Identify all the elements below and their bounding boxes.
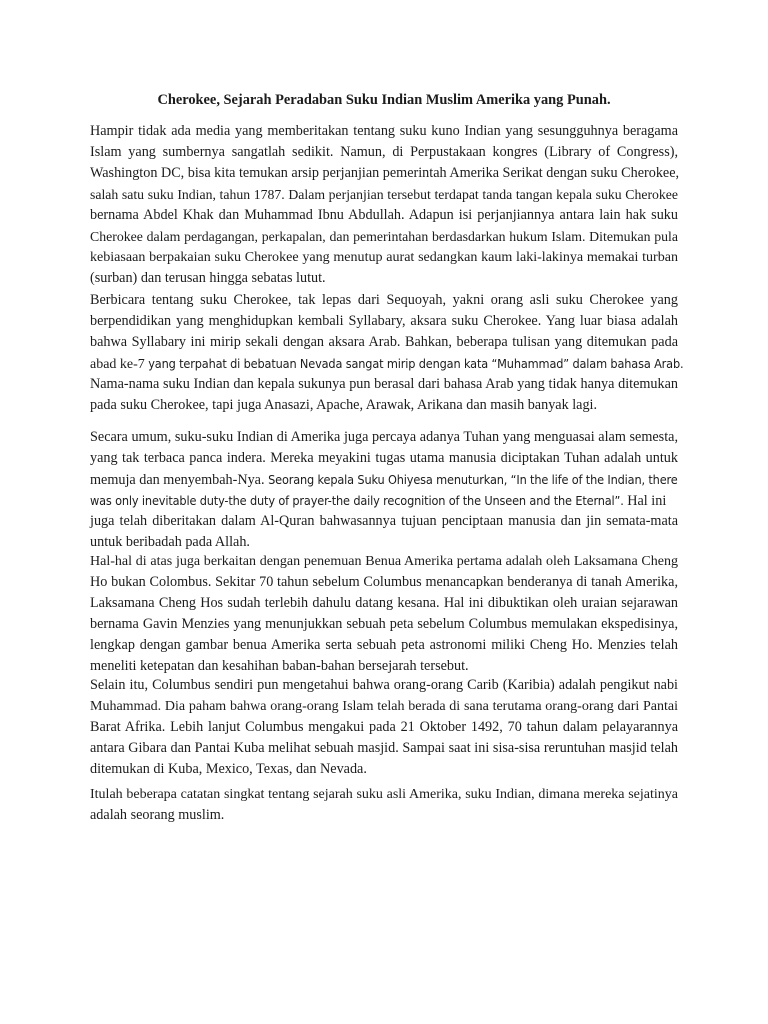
text-line: Nama-nama suku Indian dan kepala sukunya pun berasal dari bahasa Arab yang tidak hanya ditemukan — [90, 376, 678, 392]
paragraph-3 — [90, 374, 678, 416]
text-line: Selain itu, Columbus sendiri pun mengetahui bahwa orang-orang Carib (Karibia) adalah pengikut nabi — [90, 677, 678, 693]
text-line: Hampir tidak ada media yang memberitakan tentang suku kuno Indian yang sesungguhnya beragama — [90, 123, 678, 139]
paragraph-1 — [90, 121, 678, 289]
text-line: antara Gibara dan Pantai Kuba melihat sebuah masjid. Sampai saat ini sisa-sisa reruntuhan masjid telah — [90, 740, 678, 756]
text-line: kebiasaan berpakaian suku Cherokee yang menutup aurat sedangkan kaum laki-lakinya memakai turban — [90, 249, 678, 265]
text-line: adalah seorang muslim. — [90, 807, 225, 823]
text-line: Barat Afrika. Lebih lanjut Columbus mengakui pada 21 Oktober 1492, 70 tahun dalam pelayarannya — [90, 719, 678, 735]
text-line: yang tak terbaca panca indera. Mereka meyakini tugas utama manusia diciptakan Tuhan adalah untuk — [90, 450, 678, 466]
text-line: bernama Gavin Menzies yang menunjukkan sebuah peta sebelum Columbus memulakan ekspedisinya, — [90, 616, 678, 632]
text-line: Washington DC, bisa kita temukan arsip perjanjian pemerintah Amerika Serikat dengan suku Cherokee, — [90, 165, 680, 181]
text-segment: was only inevitable duty-the duty of prayer-the daily recognition of the Unseen and the Eternal”. — [90, 493, 624, 508]
text-line: Hal-hal di atas juga berkaitan dengan penemuan Benua Amerika pertama adalah oleh Laksamana Cheng — [90, 553, 678, 569]
text-line: juga telah diberitakan dalam Al-Quran bahwasannya tujuan penciptaan manusia dan jin semata-mata — [90, 513, 678, 529]
text-line: Islam yang sumbernya sangatlah sedikit. Namun, di Perpustakaan kongres (Library of Congress), — [90, 144, 678, 160]
text-line: meneliti ketepatan dan kesahihan baban-bahan bersejarah tersebut. — [90, 658, 469, 674]
text-line: lengkap dengan gambar benua Amerika serta sebuah peta astronomi miliki Cheng Ho. Menzies telah — [90, 637, 678, 653]
text-line: ditemukan di Kuba, Mexico, Texas, dan Nevada. — [90, 761, 367, 777]
text-line: Ho bukan Colombus. Sekitar 70 tahun sebelum Columbus menancapkan benderanya di tanah Amerika, — [90, 574, 678, 590]
text-line: Laksamana Cheng Hos sudah terlebih dahulu datang kesana. Hal ini dibuktikan oleh uraian sejarawan — [90, 595, 678, 611]
document-title: Cherokee, Sejarah Peradaban Suku Indian Muslim Amerika yang Punah. — [157, 92, 611, 108]
paragraph-4 — [90, 427, 678, 553]
text-line: bernama Abdel Khak dan Muhammad Ibnu Abdullah. Adapun isi perjanjiannya antara lain hak suku — [90, 207, 678, 223]
text-line — [90, 353, 684, 374]
text-segment: abad ke-7 — [90, 357, 149, 372]
text-line: Berbicara tentang suku Cherokee, tak lepas dari Sequoyah, yakni orang asli suku Cherokee yang — [90, 292, 678, 308]
paragraph-6 — [90, 675, 678, 780]
text-line: pada suku Cherokee, tapi juga Anasazi, Apache, Arawak, Arikana dan masih banyak lagi. — [90, 397, 598, 413]
text-line — [90, 469, 678, 490]
text-line: Muhammad. Dia paham bahwa orang-orang Islam telah berada di sana terutama orang-orang dari Pantai — [90, 699, 678, 714]
text-line: berpendidikan yang menghidupkan kembali Syllabary, aksara suku Cherokee. Yang luar biasa adalah — [90, 313, 678, 329]
text-line: Secara umum, suku-suku Indian di Amerika juga percaya adanya Tuhan yang menguasai alam semesta, — [90, 429, 678, 445]
paragraph-5 — [90, 551, 678, 677]
paragraph-2 — [90, 290, 684, 374]
text-line — [90, 490, 678, 511]
text-line: Itulah beberapa catatan singkat tentang sejarah suku asli Amerika, suku Indian, dimana mereka sejatinya — [90, 787, 678, 802]
text-line: (surban) dan terusan hingga sebatas lutut. — [90, 270, 326, 286]
text-line: salah satu suku Indian, tahun 1787. Dalam perjanjian tersebut terdapat tanda tangan kepala suku Cherokee — [90, 187, 678, 202]
text-line: bahwa Syllabary ini mirip sekali dengan aksara Arab. Bahkan, beberapa tulisan yang ditemukan pada — [90, 334, 678, 350]
text-segment: yang terpahat di bebatuan Nevada sangat mirip dengan kata “Muhammad” dalam bahasa Arab. — [148, 356, 684, 371]
text-segment: Hal ini — [623, 493, 667, 509]
text-segment: Seorang kepala Suku Ohiyesa menuturkan, “In the life of the Indian, there — [268, 472, 678, 487]
paragraph-7 — [90, 784, 678, 826]
text-segment: memuja dan menyembah-Nya. — [90, 472, 269, 488]
text-line: untuk beribadah pada Allah. — [90, 534, 250, 550]
text-line: Cherokee dalam perdagangan, perkapalan, dan pemerintahan berdasdarkan hukum Islam. Ditemukan pula — [90, 229, 678, 244]
